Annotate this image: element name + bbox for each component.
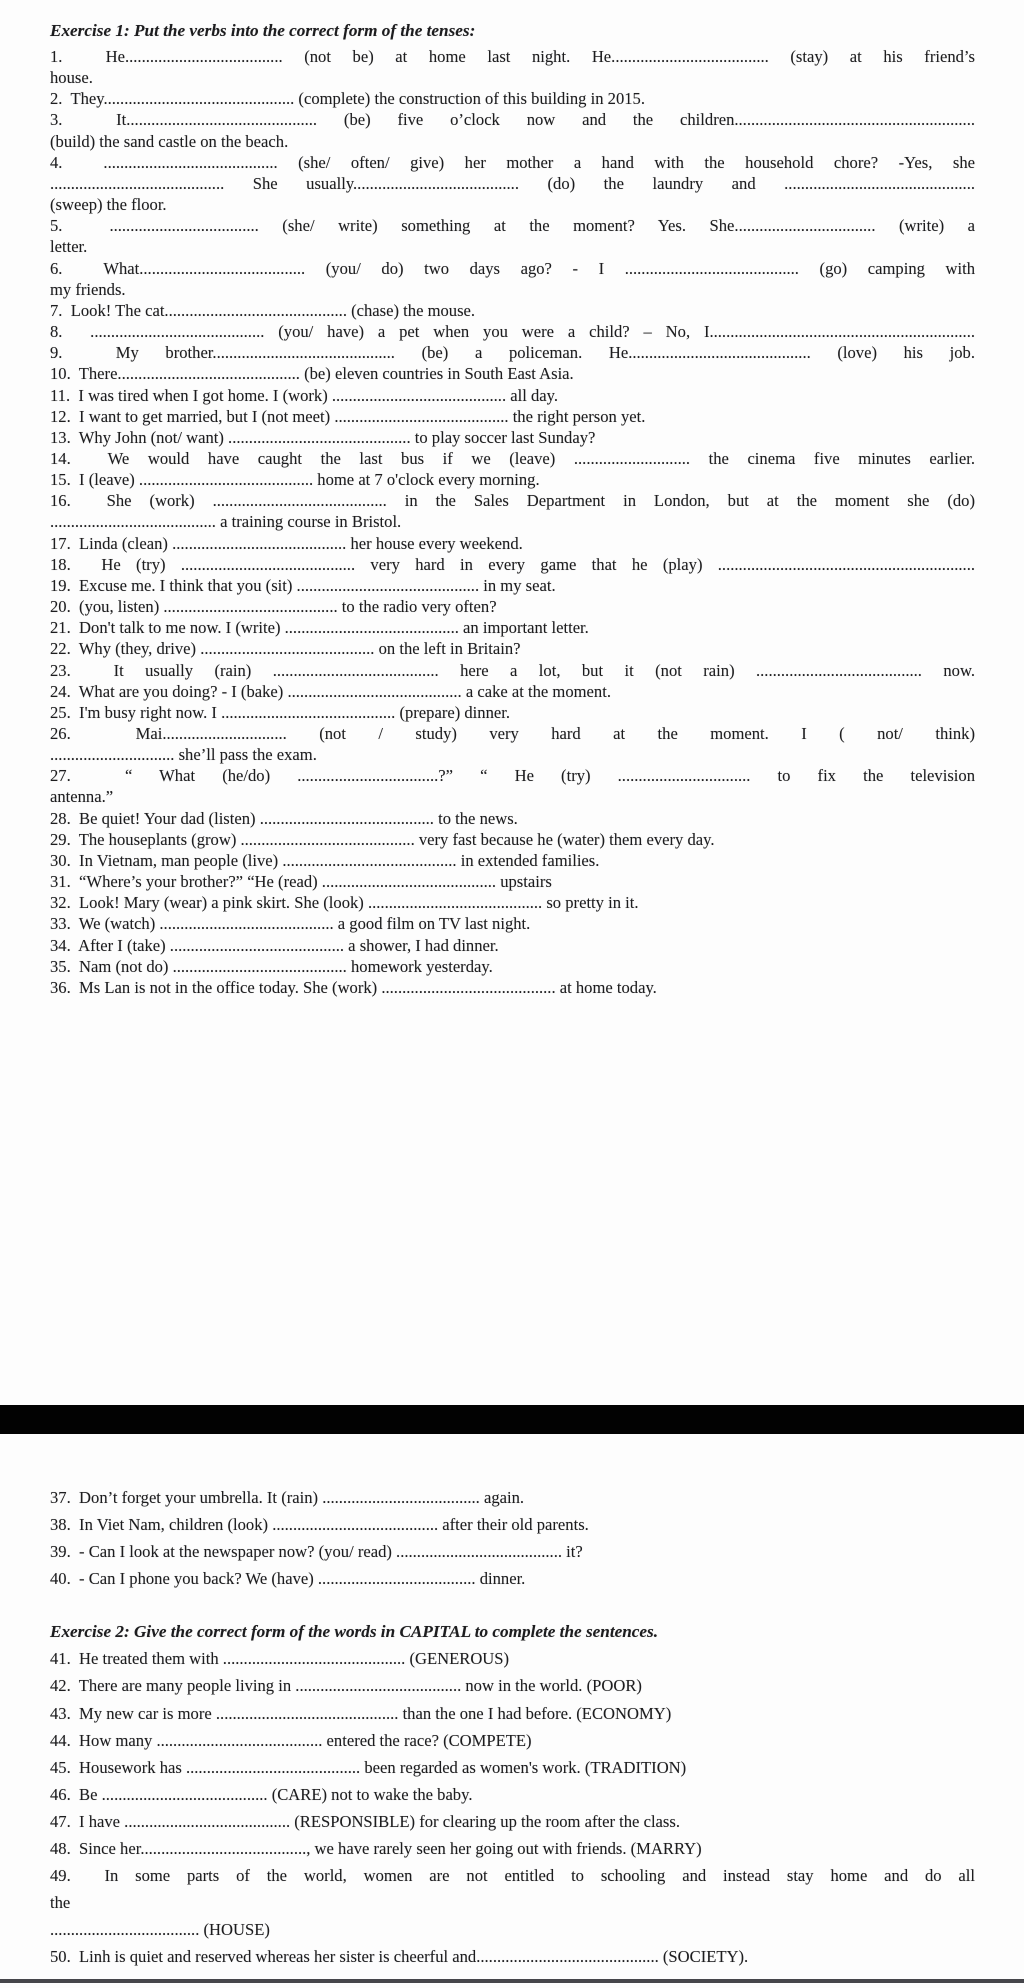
exercise-1-lines	[50, 46, 975, 998]
exercise-line: 50. Linh is quiet and reserved whereas her sister is cheerful and............................................ (SOCIETY).	[50, 1947, 749, 1967]
exercise-line: 14. We would have caught the last bus if we (leave) ............................ the cinema five minutes earlier.	[50, 448, 975, 468]
exercise-line: ........................................ a training course in Bristol.	[50, 512, 402, 532]
page-break-bar	[0, 1405, 1024, 1434]
exercise-line: 46. Be ........................................ (CARE) not to wake the baby.	[50, 1784, 473, 1804]
exercise-line: 47. I have ........................................ (RESPONSIBLE) for clearing up the room after the class.	[50, 1811, 680, 1831]
exercise-line: 18. He (try) .......................................... very hard in every game that he (play) ..............................................................	[50, 554, 975, 574]
exercise-line: 25. I'm busy right now. I .......................................... (prepare) dinner.	[50, 702, 511, 722]
exercise-line: 26. Mai.............................. (not / study) very hard at the moment. I ( not/ think)	[50, 724, 975, 743]
exercise-line: (build) the sand castle on the beach.	[50, 131, 289, 151]
exercise-line: 24. What are you doing? - I (bake) .......................................... a cake at the moment.	[50, 681, 611, 701]
exercise-line: 1. He...................................... (not be) at home last night. He...................................... (stay) at his friend’s	[50, 47, 975, 66]
exercise-line: 30. In Vietnam, man people (live) .......................................... in extended families.	[50, 850, 600, 870]
exercise-line: 32. Look! Mary (wear) a pink skirt. She (look) .......................................... so pretty in it.	[50, 893, 639, 913]
exercise-line: 12. I want to get married, but I (not meet) .......................................... the right person yet.	[50, 406, 646, 426]
exercise-line: 4. .......................................... (she/ often/ give) her mother a hand with the household chore? -Yes, she	[50, 152, 975, 172]
exercise-line: 23. It usually (rain) ........................................ here a lot, but it (not rain) ........................................ now.	[50, 660, 975, 680]
exercise-line: 44. How many ........................................ entered the race? (COMPETE)	[50, 1730, 532, 1750]
exercise-line: house.	[50, 68, 93, 88]
exercise-2-title: Exercise 2: Give the correct form of the words in CAPITAL to complete the sentences.	[50, 1622, 659, 1642]
exercise-line: 43. My new car is more ............................................ than the one I had before. (ECONOMY)	[50, 1703, 672, 1723]
exercise-line: 36. Ms Lan is not in the office today. She (work) .......................................... at home today.	[50, 977, 657, 997]
exercise-line: 7. Look! The cat............................................ (chase) the mouse.	[50, 300, 476, 320]
exercise-line: 10. There............................................ (be) eleven countries in South East Asia.	[50, 364, 574, 384]
exercise-line: 20. (you, listen) .......................................... to the radio very often?	[50, 597, 497, 617]
exercise-line: 16. She (work) .......................................... in the Sales Department in London, but at the moment she (do)	[50, 491, 975, 511]
exercise-line: 8. .......................................... (you/ have) a pet when you were a child? – No, I................................................................	[50, 322, 975, 342]
exercise-line: 42. There are many people living in ........................................ now in the world. (POOR)	[50, 1676, 642, 1696]
exercise-line: letter.	[50, 237, 88, 257]
exercise-line: 33. We (watch) .......................................... a good film on TV last night.	[50, 914, 531, 934]
exercise-line: 3. It.............................................. (be) five o’clock now and the children..........................................................	[50, 110, 975, 130]
exercise-line: 21. Don't talk to me now. I (write) .......................................... an important letter.	[50, 618, 589, 638]
exercise-line: 39. - Can I look at the newspaper now? (you/ read) ........................................ it?	[50, 1542, 583, 1562]
exercise-line: 13. Why John (not/ want) ............................................ to play soccer last Sunday?	[50, 427, 596, 447]
exercise-line: .............................. she’ll pass the exam.	[50, 745, 317, 765]
exercise-line: 34. After I (take) .......................................... a shower, I had dinner.	[50, 935, 499, 955]
exercise-line: 45. Housework has .......................................... been regarded as women's work. (TRADITION)	[50, 1757, 687, 1777]
exercise-line: 27. “ What (he/do) ..................................?” “ He (try) ................................ to fix the television	[50, 766, 975, 786]
exercise-line: 6. What........................................ (you/ do) two days ago? - I .......................................... (go) camping with	[50, 258, 975, 278]
exercise-line: 15. I (leave) .......................................... home at 7 o'clock every morning.	[50, 470, 540, 490]
exercise-2-section	[50, 1484, 975, 1971]
exercise-line: the	[50, 1893, 71, 1913]
exercise-1-title: Exercise 1: Put the verbs into the correct form of the tenses:	[50, 21, 476, 40]
exercise-line: 48. Since her........................................, we have rarely seen her going out with friends. (MARRY)	[50, 1839, 702, 1859]
exercise-line: 38. In Viet Nam, children (look) ........................................ after their old parents.	[50, 1515, 589, 1535]
exercise-1-section	[50, 20, 975, 998]
exercise-line: (sweep) the floor.	[50, 195, 167, 215]
exercise-line: 28. Be quiet! Your dad (listen) .......................................... to the news.	[50, 808, 518, 828]
exercise-line: my friends.	[50, 279, 126, 299]
bottom-scan-edge	[0, 1979, 1024, 1983]
exercise-line: 22. Why (they, drive) .......................................... on the left in Britain?	[50, 639, 521, 659]
exercise-line: 2. They.............................................. (complete) the construction of this building in 2015.	[50, 89, 646, 109]
exercise-line: 19. Excuse me. I think that you (sit) ............................................ in my seat.	[50, 575, 556, 595]
exercise-line: 49. In some parts of the world, women are not entitled to schooling and instead stay home and do all	[50, 1866, 975, 1886]
exercise-line: 35. Nam (not do) .......................................... homework yesterday.	[50, 956, 493, 976]
exercise-line: 11. I was tired when I got home. I (work) .......................................... all day.	[50, 385, 559, 405]
exercise-line: 17. Linda (clean) .......................................... her house every weekend.	[50, 533, 523, 553]
exercise-line: 9. My brother............................................ (be) a policeman. He............................................ (love) his job.	[50, 343, 975, 363]
exercise-line: .......................................... She usually........................................ (do) the laundry and ..............................................	[50, 173, 975, 193]
exercise-line: 31. “Where’s your brother?” “He (read) .......................................... upstairs	[50, 872, 552, 892]
exercise-2-lines	[50, 1645, 975, 1970]
exercise-line: 41. He treated them with ............................................ (GENEROUS)	[50, 1649, 510, 1669]
exercise-line: 40. - Can I phone you back? We (have) ...................................... dinner.	[50, 1569, 526, 1589]
exercise-line: antenna.”	[50, 787, 114, 807]
exercise-line: .................................... (HOUSE)	[50, 1920, 270, 1940]
exercise-line: 5. .................................... (she/ write) something at the moment? Yes. She.................................. (write) a	[50, 216, 975, 236]
exercise-1-remaining-lines	[50, 1484, 975, 1592]
exercise-line: 29. The houseplants (grow) .......................................... very fast because he (water) them every day.	[50, 829, 715, 849]
exercise-line: 37. Don’t forget your umbrella. It (rain) ...................................... again.	[50, 1488, 525, 1507]
